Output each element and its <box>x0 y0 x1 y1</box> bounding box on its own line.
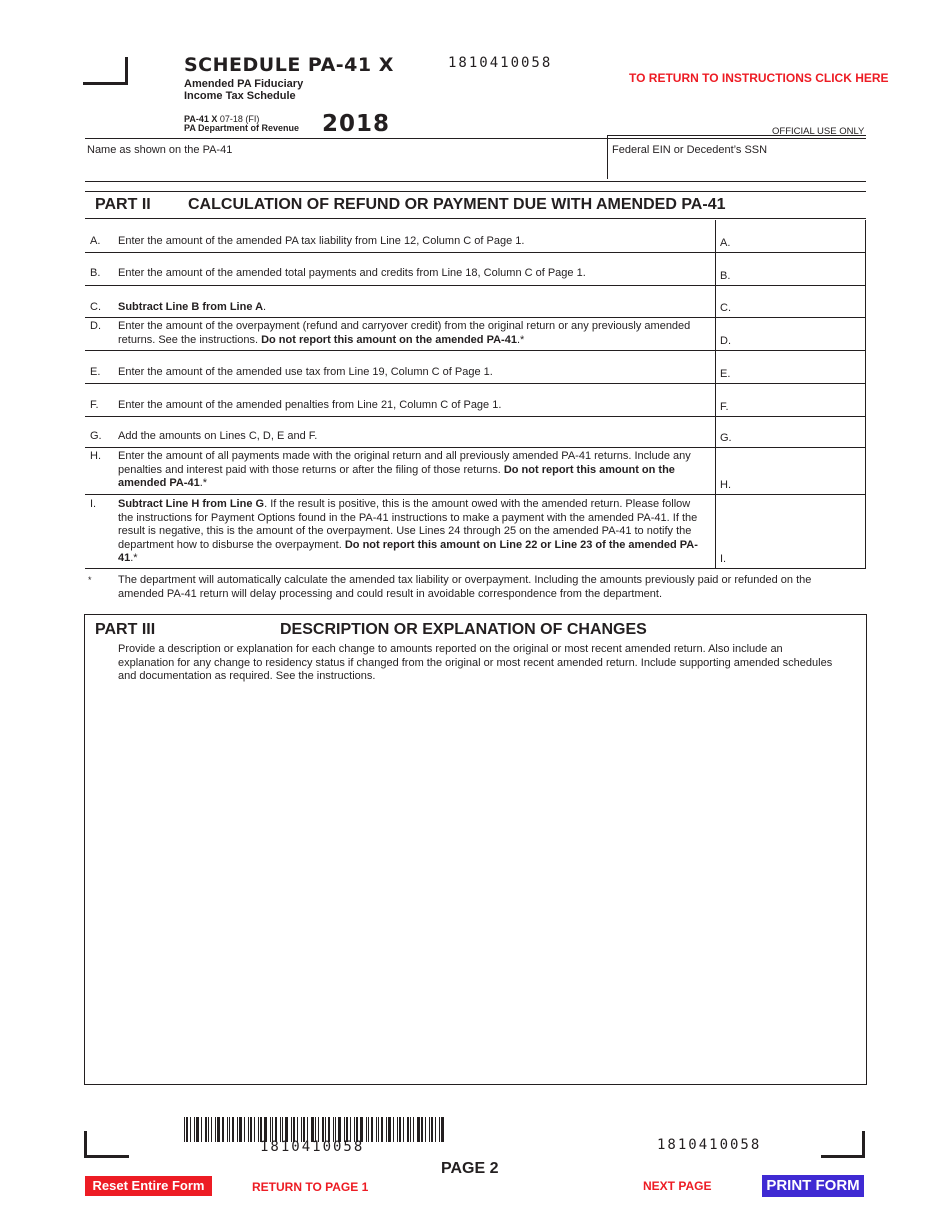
form-code: PA-41 X <box>184 114 218 124</box>
barcode-bar <box>232 1117 234 1142</box>
line-h-text: Enter the amount of all payments made with the original return and all previously amended PA-41 returns. Include any penalties and interest paid with those returns or after the filing of those returns. Do not report this amount on the amended PA-41.* <box>118 450 691 489</box>
line-i-text: Subtract Line H from Line G. If the result is positive, this is the amount owed with the amended return. Please follow the instructions for Payment Options found in the PA-41 instructions to make a payment with the amended PA-41. If the result is negative, this is the amount of the overpayment. Use Lines 24 through 25 on the amended PA-41 to notify the department how to disburse the overpayment. Do not report this amount on Line 22 or Line 23 of the amended PA-41.* <box>118 498 698 564</box>
barcode-bar <box>431 1117 433 1142</box>
barcode-bar <box>388 1117 391 1142</box>
barcode-bar <box>429 1117 430 1142</box>
print-form-button[interactable]: PRINT FORM <box>762 1175 864 1197</box>
header-form-number: 1810410058 <box>448 55 553 71</box>
barcode-bar <box>244 1117 245 1142</box>
explanation-textarea[interactable] <box>118 691 853 1076</box>
line-b-input[interactable] <box>738 257 861 281</box>
line-e-box <box>715 351 866 383</box>
line-f-text: Enter the amount of the amended penalties from Line 21, Column C of Page 1. <box>118 399 502 411</box>
line-f-box <box>715 384 866 416</box>
form-code-block <box>184 115 299 133</box>
barcode-bar <box>407 1117 409 1142</box>
barcode-bar <box>376 1117 377 1142</box>
barcode-bar <box>413 1117 414 1142</box>
line-e-input[interactable] <box>738 355 861 379</box>
ein-label: Federal EIN or Decedent’s SSN <box>612 144 768 156</box>
line-d-text: Enter the amount of the overpayment (refund and carryover credit) from the original return or any previously amended returns. See the instructions. Do not report this amount on the amended PA-41.* <box>118 320 691 346</box>
barcode-bar <box>403 1117 404 1142</box>
barcode-bar <box>190 1117 191 1142</box>
line-b-text: Enter the amount of the amended total payments and credits from Line 18, Column C of Page 1. <box>118 267 586 279</box>
part2-label: PART II <box>95 196 151 213</box>
part2-heading <box>85 191 866 219</box>
barcode-bar <box>205 1117 207 1142</box>
line-e-box-label: E. <box>720 368 731 380</box>
line-f-row <box>85 384 866 417</box>
barcode-bar <box>194 1117 195 1142</box>
barcode-bar <box>227 1117 228 1142</box>
line-g-row <box>85 417 866 448</box>
name-label: Name as shown on the PA-41 <box>87 144 233 156</box>
department-name: PA Department of Revenue <box>184 123 300 133</box>
line-b-box-label: B. <box>720 270 731 282</box>
tax-year: 2018 <box>322 111 391 137</box>
footer-form-number: 1810410058 <box>657 1137 762 1153</box>
line-i-box-label: I. <box>720 553 727 565</box>
line-h-box <box>715 448 866 494</box>
part3-instructions: Provide a description or explanation for each change to amounts reported on the original or most recent amended return. Also include an explanation for any change to residency status if changed from the original or most recent amended return. Include supporting amended schedules and documentation as required. See the instructions. <box>118 643 833 682</box>
line-i-box <box>715 495 866 568</box>
barcode-bar <box>217 1117 220 1142</box>
schedule-subtitle: Amended PA Fiduciary Income Tax Schedule <box>184 78 304 102</box>
line-c-row <box>85 286 866 318</box>
barcode-bar <box>201 1117 202 1142</box>
line-g-box-label: G. <box>720 432 732 444</box>
page-number: PAGE 2 <box>441 1160 499 1177</box>
barcode-bar <box>439 1117 440 1142</box>
line-letter: E. <box>90 366 101 378</box>
line-i-row <box>85 495 866 569</box>
line-c-box-label: C. <box>720 302 731 314</box>
line-a-box <box>715 220 866 252</box>
line-a-text: Enter the amount of the amended PA tax liability from Line 12, Column C of Page 1. <box>118 235 525 247</box>
barcode-bar <box>258 1117 259 1142</box>
barcode-bar <box>417 1117 420 1142</box>
ein-box <box>607 135 866 179</box>
line-letter: I. <box>90 498 97 510</box>
line-letter: H. <box>90 450 101 462</box>
line-c-text: Subtract Line B from Line A. <box>118 301 267 313</box>
barcode-bar <box>208 1117 209 1142</box>
line-e-row <box>85 351 866 384</box>
barcode-bar <box>248 1117 249 1142</box>
return-to-instructions-link[interactable]: TO RETURN TO INSTRUCTIONS CLICK HERE <box>629 71 889 85</box>
barcode-bar <box>215 1117 216 1142</box>
barcode-bar <box>410 1117 411 1142</box>
barcode-bar <box>435 1117 436 1142</box>
line-letter: B. <box>90 267 101 279</box>
line-letter: F. <box>90 399 99 411</box>
barcode-bar <box>250 1117 252 1142</box>
official-use-label: OFFICIAL USE ONLY <box>772 126 865 137</box>
line-f-box-label: F. <box>720 401 729 413</box>
line-g-input[interactable] <box>738 421 861 443</box>
footnote-mark: * <box>88 575 92 585</box>
line-c-input[interactable] <box>738 290 861 313</box>
line-a-box-label: A. <box>720 237 731 249</box>
line-d-box <box>715 318 866 350</box>
line-c-box <box>715 286 866 317</box>
line-b-row <box>85 253 866 286</box>
barcode-bar <box>184 1117 185 1142</box>
part3-section <box>84 614 867 1085</box>
line-b-box <box>715 253 866 285</box>
barcode-bar <box>368 1117 369 1142</box>
barcode-bar <box>371 1117 373 1142</box>
line-g-box <box>715 417 866 447</box>
line-g-text: Add the amounts on Lines C, D, E and F. <box>118 430 318 442</box>
line-a-input[interactable] <box>738 224 861 248</box>
form-revision: 07-18 (FI) <box>219 114 260 124</box>
part3-title: DESCRIPTION OR EXPLANATION OF CHANGES <box>280 621 647 638</box>
barcode-number: 1810410058 <box>260 1139 365 1155</box>
registration-mark-top-left <box>83 57 128 85</box>
registration-mark-bottom-left <box>84 1131 129 1158</box>
next-page-link[interactable]: NEXT PAGE <box>643 1179 712 1193</box>
line-h-box-label: H. <box>720 479 731 491</box>
barcode-bar <box>393 1117 394 1142</box>
barcode-bar <box>237 1117 238 1142</box>
line-e-text: Enter the amount of the amended use tax from Line 19, Column C of Page 1. <box>118 366 493 378</box>
schedule-title: SCHEDULE PA-41 X <box>184 54 394 76</box>
name-input[interactable] <box>89 159 594 177</box>
barcode-bar <box>186 1117 188 1142</box>
reset-form-button[interactable]: Reset Entire Form <box>85 1176 212 1196</box>
line-i-input[interactable] <box>738 499 861 564</box>
barcode-bar <box>211 1117 212 1142</box>
name-ein-row <box>85 138 866 182</box>
footnote-text: The department will automatically calculate the amended tax liability or overpayment. Including the amounts previously paid or refunded on the amended PA-41 return will delay processing and could result in avoidable correspondence from the department. <box>118 574 812 600</box>
barcode-bar <box>222 1117 224 1142</box>
return-to-page1-link[interactable]: RETURN TO PAGE 1 <box>252 1180 369 1194</box>
line-letter: A. <box>90 235 101 247</box>
line-d-input[interactable] <box>738 322 861 346</box>
line-letter: C. <box>90 301 101 313</box>
line-d-row <box>85 318 866 351</box>
line-a-row <box>85 220 866 253</box>
barcode-bar <box>366 1117 367 1142</box>
barcode-bar <box>239 1117 242 1142</box>
part2-title: CALCULATION OF REFUND OR PAYMENT DUE WITH AMENDED PA-41 <box>188 196 726 213</box>
barcode-bar <box>254 1117 255 1142</box>
barcode-bar <box>229 1117 230 1142</box>
line-d-box-label: D. <box>720 335 731 347</box>
part3-label: PART III <box>95 621 156 638</box>
barcode-bar <box>421 1117 423 1142</box>
barcode-bar <box>378 1117 379 1142</box>
line-h-row <box>85 448 866 495</box>
barcode-bar <box>425 1117 426 1142</box>
barcode-bar <box>399 1117 401 1142</box>
barcode-bar <box>196 1117 199 1142</box>
barcode-bar <box>381 1117 383 1142</box>
registration-mark-bottom-right <box>821 1131 865 1158</box>
barcode-bar <box>397 1117 398 1142</box>
line-f-input[interactable] <box>738 388 861 412</box>
ein-input[interactable] <box>612 160 860 176</box>
line-h-input[interactable] <box>738 452 861 490</box>
line-letter: D. <box>90 320 101 332</box>
line-letter: G. <box>90 430 102 442</box>
barcode-bar <box>441 1117 444 1142</box>
barcode-bar <box>386 1117 387 1142</box>
